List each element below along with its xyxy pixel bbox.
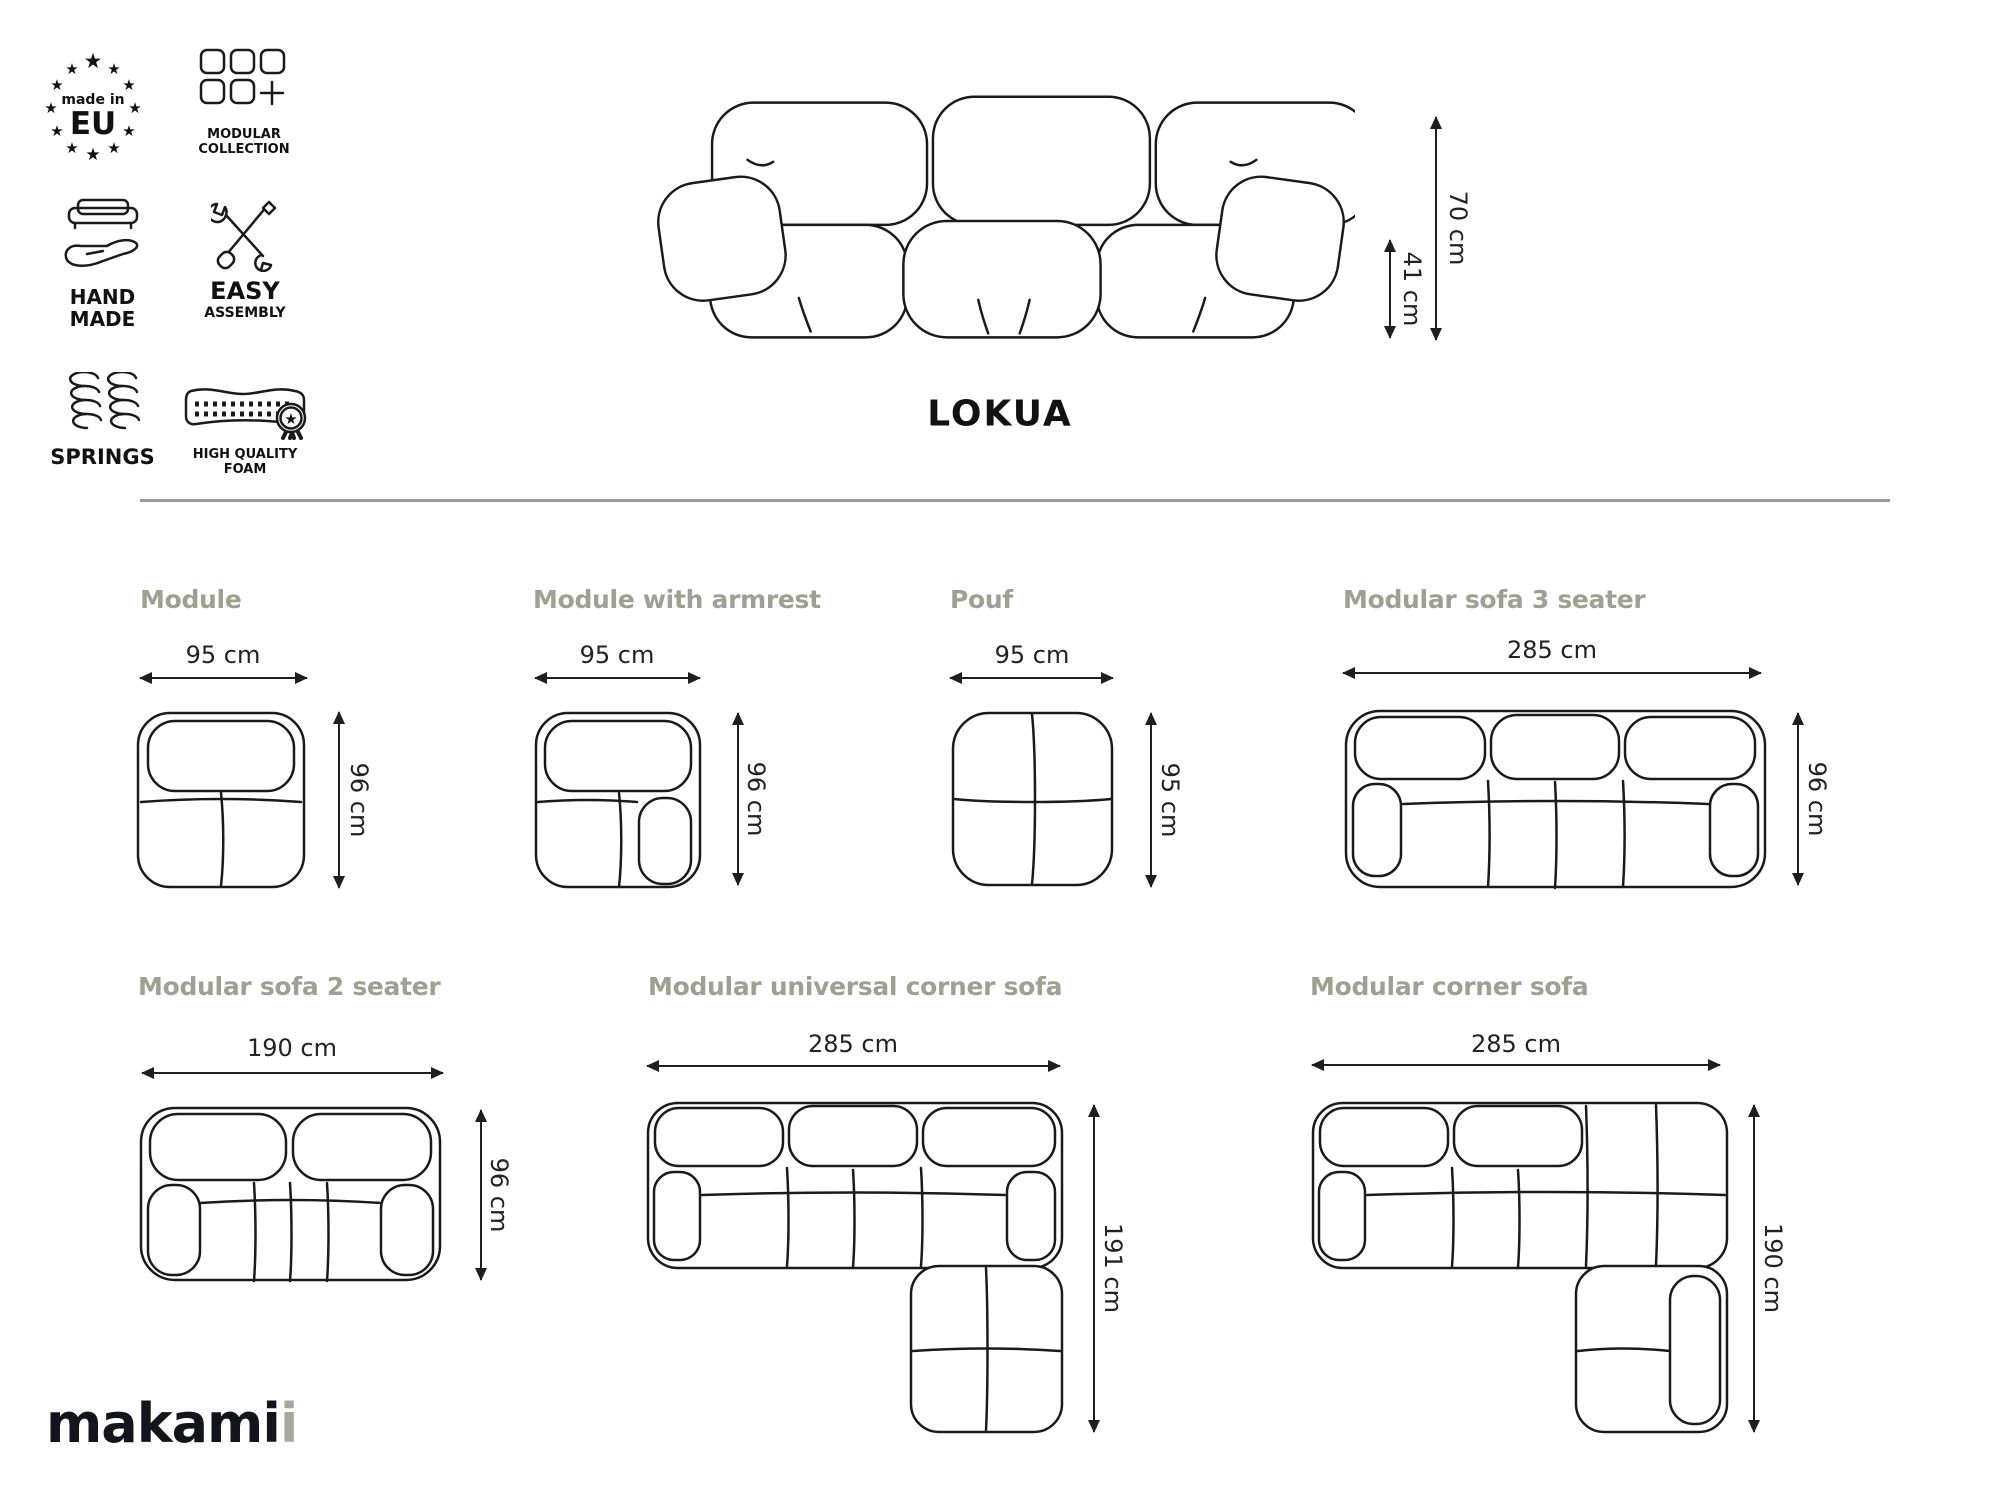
springs-badge [50,372,155,477]
eu-stars-icon [45,48,141,172]
module-armrest-drawing [533,710,703,890]
corner-sofa-title: Modular corner sofa [1310,972,1589,1001]
sofa-3-seater-drawing [1343,708,1768,890]
hand-made-label-1: HAND [69,285,136,309]
springs-label: SPRINGS [50,445,155,469]
module-depth-label: 96 cm [345,762,373,838]
sofa-3-seater-depth-label: 96 cm [1803,761,1831,837]
corner-sofa-width-label: 285 cm [1470,1030,1562,1058]
sofa-2-seater-title: Modular sofa 2 seater [138,972,441,1001]
svg-text:★: ★ [284,410,298,428]
pouf-depth-arrow [1150,713,1152,887]
eu-text: EU [69,106,117,142]
hand-made-badge [55,198,150,333]
sofa-2-seater-depth-label: 96 cm [485,1157,513,1233]
universal-corner-drawing [645,1100,1065,1435]
modular-collection-badge [188,48,300,168]
universal-corner-depth-arrow [1093,1105,1095,1432]
pouf-drawing [950,710,1115,888]
svg-text:★: ★ [65,139,79,157]
figure-pouf [950,585,1210,895]
svg-text:★: ★ [50,76,64,94]
universal-corner-depth-label: 191 cm [1099,1222,1127,1314]
figure-module-armrest [533,585,821,895]
high-quality-foam-badge [180,378,310,483]
brand-logo [46,1392,297,1455]
modular-collection-icon [199,48,289,118]
seat-height-arrow [1389,240,1391,338]
svg-text:★: ★ [85,145,101,165]
plus-icon [261,82,283,104]
module-armrest-title: Module with armrest [533,585,821,614]
made-in-eu-badge [45,48,141,172]
corner-sofa-depth-label: 190 cm [1759,1222,1787,1314]
sofa-3-seater-width-label: 285 cm [1506,636,1598,664]
module-armrest-depth-arrow [737,713,739,885]
module-armrest-width-arrow [535,677,700,679]
svg-text:★: ★ [122,122,136,140]
svg-text:★: ★ [50,122,64,140]
sofa-front-drawing [645,90,1355,348]
seat-height-label: 41 cm [1398,251,1426,327]
modular-collection-label-2: COLLECTION [198,141,290,157]
easy-assembly-label-2: ASSEMBLY [204,304,286,321]
sofa-3-seater-width-arrow [1343,672,1761,674]
easy-assembly-icon [211,198,279,272]
brand-logo-accent: i [279,1392,298,1455]
module-armrest-width-label: 95 cm [579,641,655,669]
quality-medal-icon [277,404,305,438]
modular-collection-label-1: MODULAR [207,127,281,142]
module-depth-arrow [338,712,340,888]
figure-module [135,585,395,895]
corner-sofa-drawing [1310,1100,1730,1435]
springs-icon [66,372,140,436]
svg-text:★: ★ [45,99,58,117]
hand-made-icon [61,198,145,278]
figure-sofa-2-seater [138,972,518,1302]
sofa-3-seater-title: Modular sofa 3 seater [1343,585,1646,614]
universal-corner-title: Modular universal corner sofa [648,972,1063,1001]
module-width-label: 95 cm [185,641,261,669]
easy-assembly-badge [193,198,297,333]
pouf-width-label: 95 cm [994,641,1070,669]
pouf-width-arrow [950,677,1113,679]
section-divider [140,499,1890,502]
high-quality-foam-icon [181,378,309,440]
svg-text:★: ★ [128,99,141,117]
sofa-2-seater-width-arrow [142,1072,443,1074]
sofa-3-seater-depth-arrow [1797,713,1799,885]
made-in-text: made in [61,92,125,108]
svg-text:★: ★ [122,76,136,94]
universal-corner-width-label: 285 cm [807,1030,899,1058]
svg-text:★: ★ [65,60,79,78]
sofa-2-seater-drawing [138,1105,443,1283]
total-height-label: 70 cm [1444,190,1472,266]
module-title: Module [140,585,242,614]
foam-label-2: FOAM [223,461,267,477]
figure-corner-sofa [1310,972,1790,1437]
pouf-depth-label: 95 cm [1156,762,1184,838]
corner-sofa-width-arrow [1312,1064,1720,1066]
sofa-2-seater-depth-arrow [480,1110,482,1280]
module-armrest-depth-label: 96 cm [742,761,770,837]
sofa-2-seater-width-label: 190 cm [246,1034,338,1062]
sofa-front-view [645,85,1485,370]
brand-logo-black: makami [46,1392,280,1455]
product-name: LOKUA [927,393,1073,435]
total-height-arrow [1435,117,1437,340]
universal-corner-width-arrow [647,1065,1060,1067]
svg-text:★: ★ [83,49,103,73]
module-drawing [135,710,307,890]
svg-text:★: ★ [107,60,121,78]
pouf-title: Pouf [950,585,1013,614]
corner-sofa-depth-arrow [1753,1105,1755,1432]
figure-universal-corner-sofa [645,972,1125,1437]
module-width-arrow [140,677,307,679]
easy-assembly-label-1: EASY [210,277,280,305]
svg-text:★: ★ [107,139,121,157]
foam-label-1: HIGH QUALITY [192,447,298,462]
figure-sofa-3-seater [1343,585,1843,895]
hand-made-label-2: MADE [69,307,136,332]
